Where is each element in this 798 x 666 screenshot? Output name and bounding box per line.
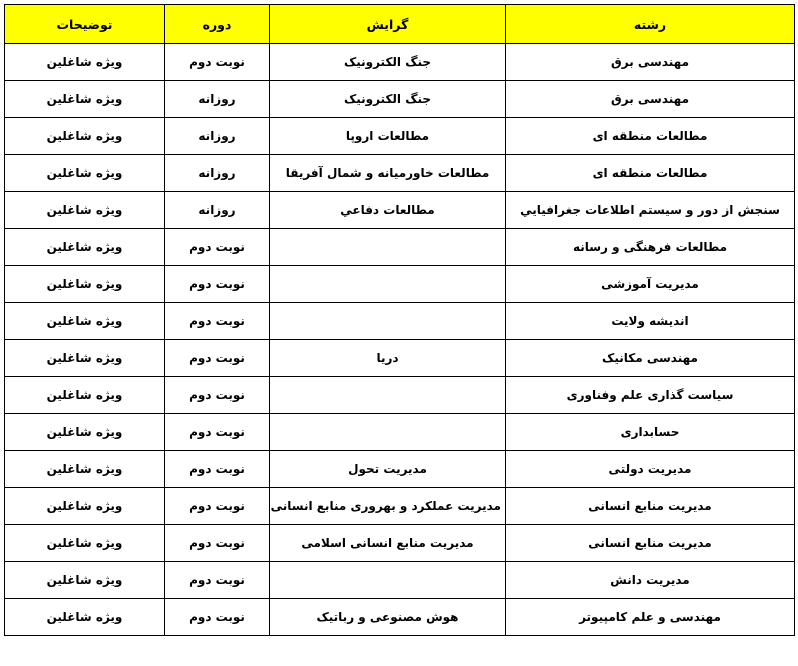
cell-specialization: مدیریت منابع انسانی اسلامی [270,525,506,562]
table-row [5,414,795,451]
cell-notes: ویژه شاغلین [5,340,165,377]
cell-major: مطالعات فرهنگی و رسانه [506,229,795,266]
cell-specialization: جنگ الکترونیک [270,44,506,81]
cell-notes: ویژه شاغلین [5,488,165,525]
table-row [5,229,795,266]
cell-specialization: هوش مصنوعی و رباتیک [270,599,506,636]
cell-period: نوبت دوم [165,414,270,451]
cell-major: اندیشه ولایت [506,303,795,340]
cell-notes: ویژه شاغلین [5,192,165,229]
cell-specialization: مطالعات اروپا [270,118,506,155]
cell-major: حسابداری [506,414,795,451]
table-row [5,599,795,636]
cell-period: نوبت دوم [165,451,270,488]
cell-notes: ویژه شاغلین [5,562,165,599]
cell-notes: ویژه شاغلین [5,266,165,303]
cell-specialization [270,414,506,451]
cell-period: نوبت دوم [165,229,270,266]
cell-period: نوبت دوم [165,488,270,525]
cell-major: مدیریت آموزشی [506,266,795,303]
header-notes: توضیحات [5,5,165,44]
table-row [5,377,795,414]
cell-period: روزانه [165,155,270,192]
header-major: رشته [506,5,795,44]
table-row [5,266,795,303]
cell-major: مطالعات منطقه ای [506,155,795,192]
cell-major: مهندسی برق [506,81,795,118]
cell-specialization [270,303,506,340]
cell-specialization: مدیریت تحول [270,451,506,488]
table-row [5,525,795,562]
cell-period: روزانه [165,118,270,155]
cell-specialization: جنگ الکترونیک [270,81,506,118]
cell-notes: ویژه شاغلین [5,303,165,340]
cell-major: مدیریت منابع انسانی [506,525,795,562]
cell-specialization [270,266,506,303]
table-row [5,81,795,118]
cell-period: نوبت دوم [165,599,270,636]
programs-table [4,4,795,636]
cell-major: مهندسی برق [506,44,795,81]
table-row [5,44,795,81]
table-row [5,451,795,488]
cell-specialization [270,377,506,414]
cell-period: نوبت دوم [165,525,270,562]
cell-major: مدیریت دولتی [506,451,795,488]
header-specialization: گرایش [270,5,506,44]
cell-specialization: دریا [270,340,506,377]
cell-period: نوبت دوم [165,562,270,599]
cell-specialization [270,229,506,266]
cell-period: نوبت دوم [165,44,270,81]
cell-notes: ویژه شاغلین [5,377,165,414]
cell-notes: ویژه شاغلین [5,451,165,488]
table-row [5,155,795,192]
header-period: دوره [165,5,270,44]
cell-notes: ویژه شاغلین [5,118,165,155]
cell-specialization: مدیریت عملکرد و بهروری منابع انسانی [270,488,506,525]
cell-period: روزانه [165,81,270,118]
cell-specialization: مطالعات خاورمیانه و شمال آفریقا [270,155,506,192]
cell-major: مدیریت منابع انسانی [506,488,795,525]
cell-notes: ویژه شاغلین [5,81,165,118]
cell-major: مهندسی و علم کامپیوتر [506,599,795,636]
table-row [5,118,795,155]
cell-major: مدیریت دانش [506,562,795,599]
cell-major: مهندسی مکانیک [506,340,795,377]
cell-specialization [270,562,506,599]
cell-period: نوبت دوم [165,266,270,303]
cell-notes: ویژه شاغلین [5,414,165,451]
cell-period: نوبت دوم [165,303,270,340]
cell-specialization: مطالعات دفاعي [270,192,506,229]
cell-period: روزانه [165,192,270,229]
cell-notes: ویژه شاغلین [5,229,165,266]
table-row [5,340,795,377]
cell-major: سیاست گذاری علم وفناوری [506,377,795,414]
table-row [5,303,795,340]
cell-notes: ویژه شاغلین [5,599,165,636]
cell-period: نوبت دوم [165,340,270,377]
cell-notes: ویژه شاغلین [5,525,165,562]
table-row [5,488,795,525]
header-row [5,5,795,44]
cell-notes: ویژه شاغلین [5,44,165,81]
cell-notes: ویژه شاغلین [5,155,165,192]
table-row [5,562,795,599]
cell-major: مطالعات منطقه ای [506,118,795,155]
cell-period: نوبت دوم [165,377,270,414]
cell-major: سنجش از دور و سیستم اطلاعات جغرافیایي [506,192,795,229]
table-row [5,192,795,229]
